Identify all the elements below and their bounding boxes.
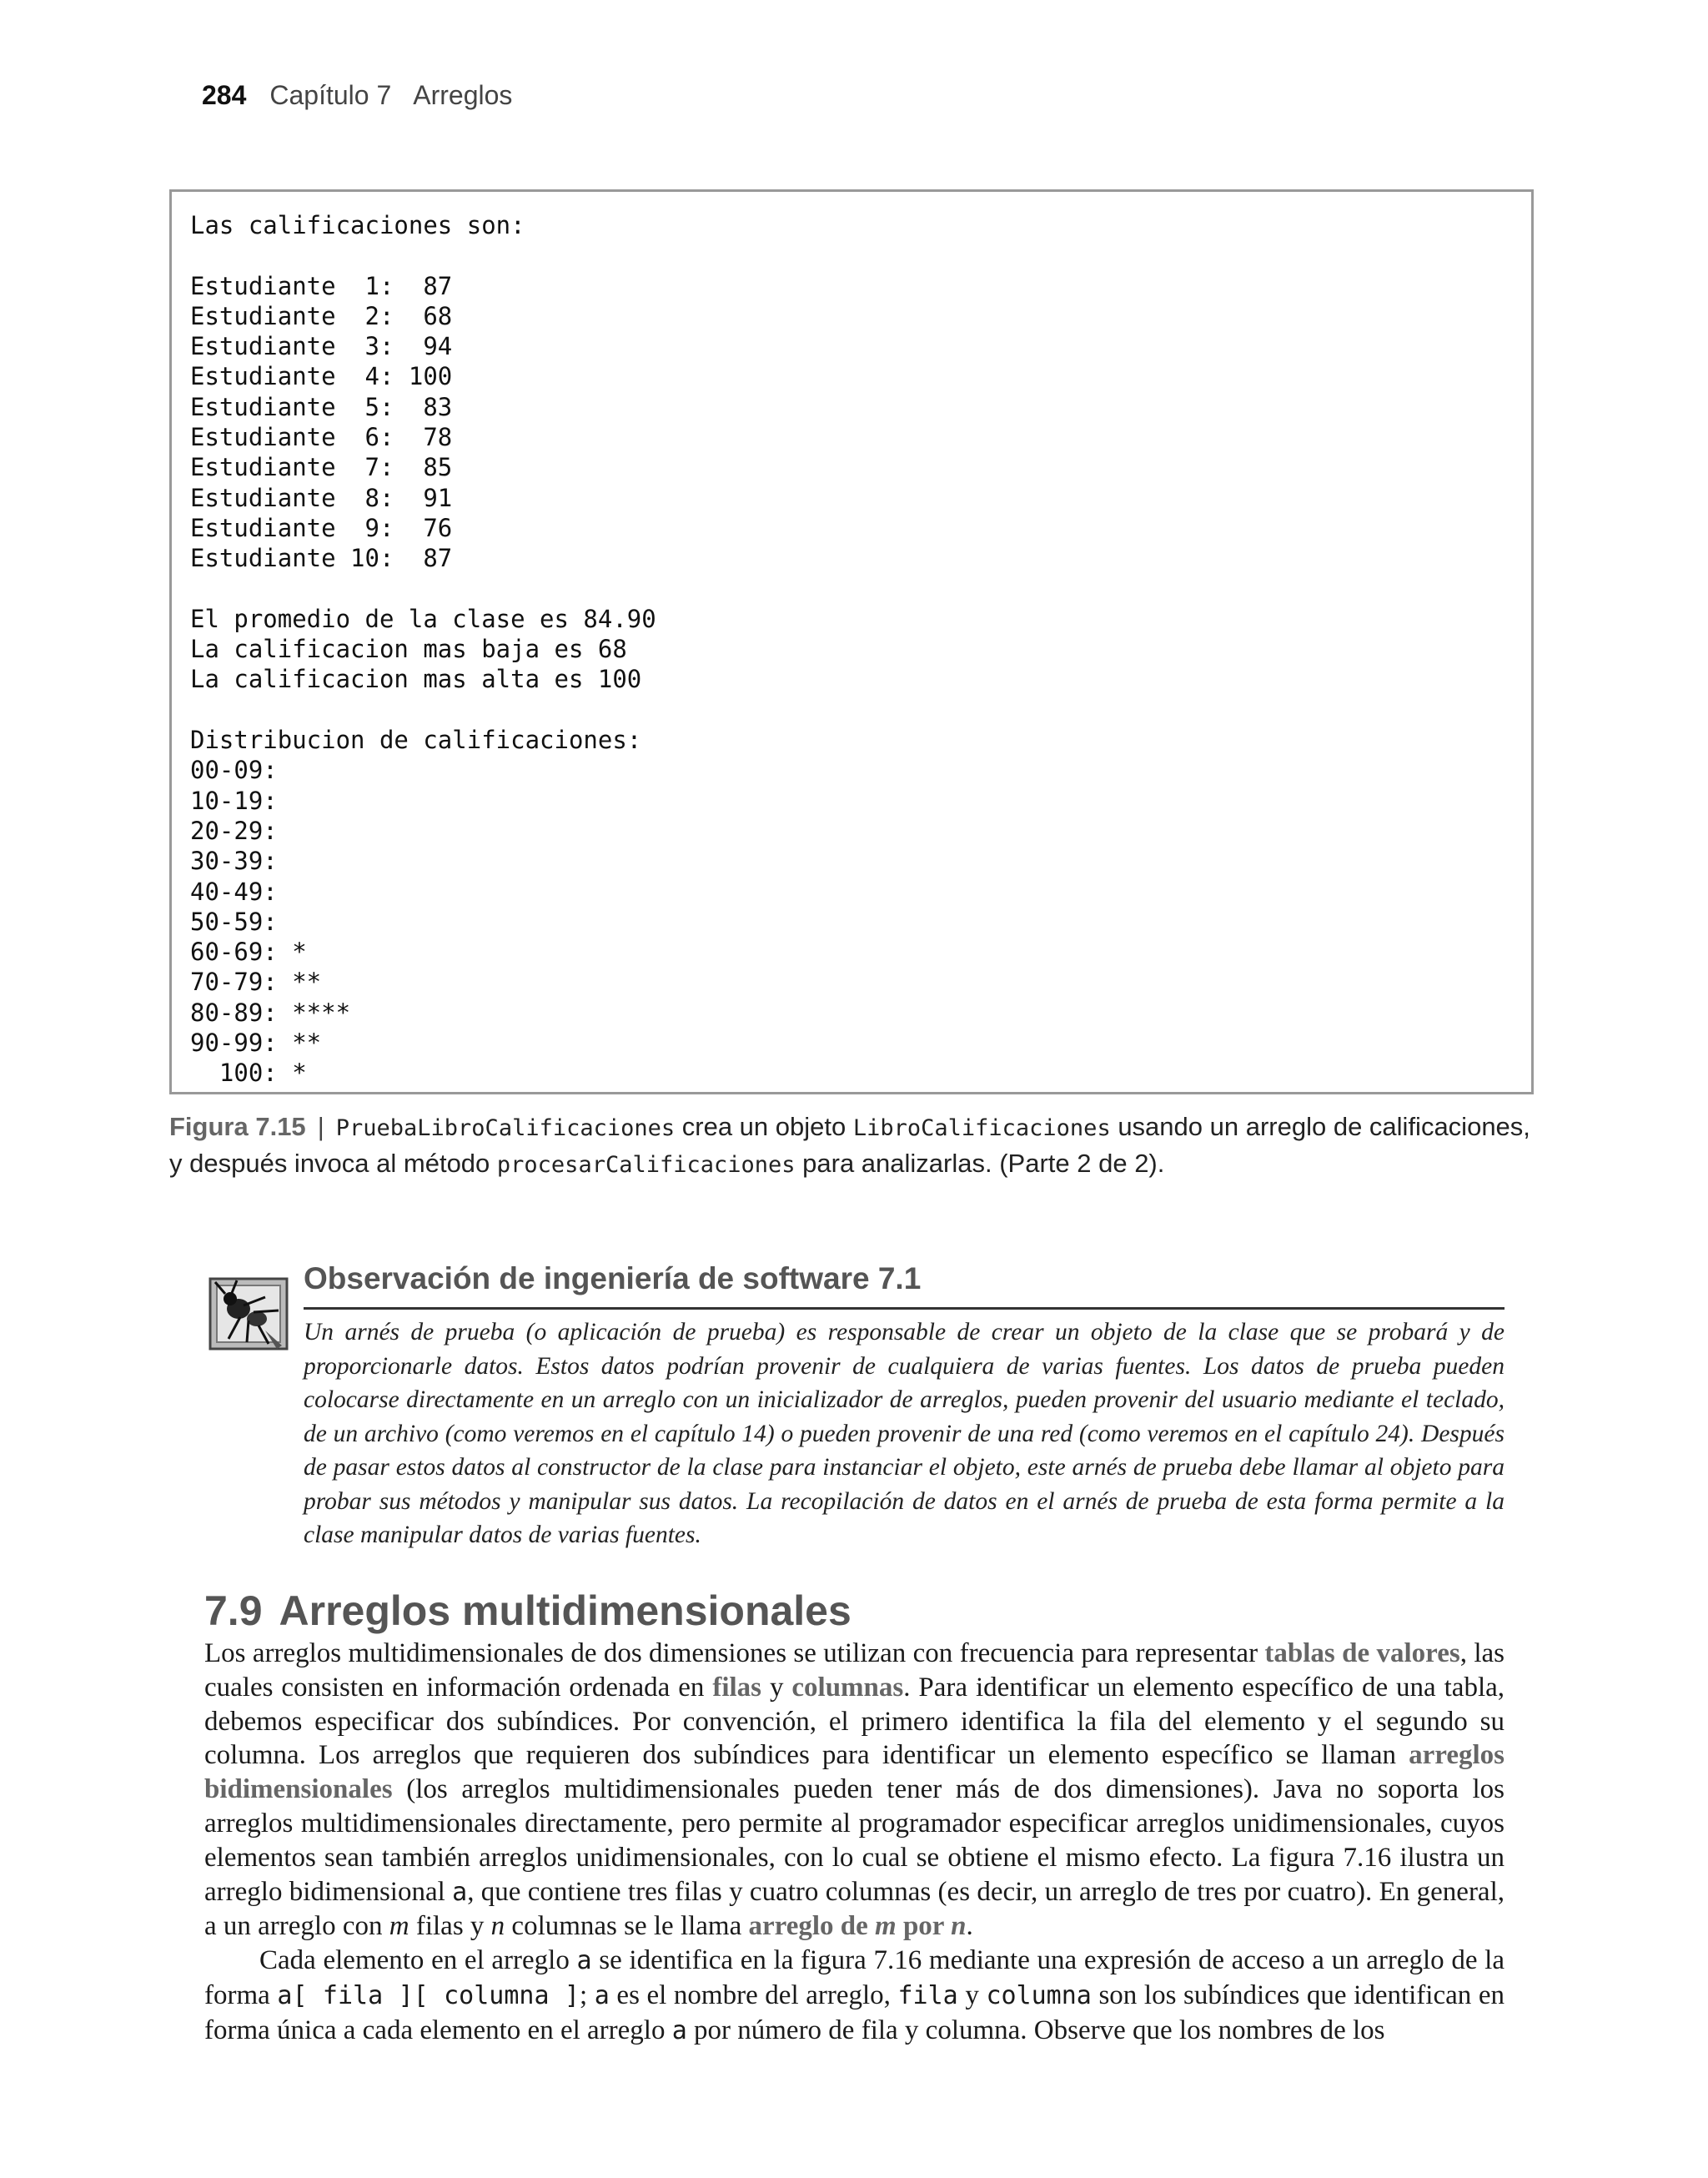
key-term: columnas <box>791 1672 904 1703</box>
math-var: n <box>490 1911 505 1942</box>
output-line: Estudiante 9: 76 <box>190 513 453 542</box>
output-line: El promedio de la clase es 84.90 <box>190 604 656 633</box>
page-header <box>202 80 512 111</box>
observation-title: Observación de ingeniería de software 7.1 <box>304 1261 922 1295</box>
text: . <box>966 1911 973 1942</box>
output-line: Estudiante 4: 100 <box>190 362 453 391</box>
caption-text: para analizarlas. (Parte 2 de 2). <box>795 1149 1165 1178</box>
section-title: Arreglos multidimensionales <box>279 1587 851 1634</box>
figure-label: Figura 7.15 <box>169 1112 306 1141</box>
output-line: Distribucion de calificaciones: <box>190 726 642 755</box>
output-line: Estudiante 3: 94 <box>190 332 453 361</box>
key-term <box>749 1911 967 1941</box>
output-line: Las calificaciones son: <box>190 211 525 239</box>
section-body <box>204 1637 1505 2049</box>
caption-class-name-2: LibroCalificaciones <box>852 1115 1111 1141</box>
math-var: n <box>951 1911 967 1942</box>
key-term: filas <box>712 1672 762 1703</box>
caption-class-name: PruebaLibroCalificaciones <box>335 1115 676 1141</box>
chapter-label: Capítulo 7 <box>269 80 392 110</box>
key-term: arreglos bidimensionales <box>204 1740 1505 1805</box>
chapter-title: Arreglos <box>413 80 513 110</box>
output-line: 90-99: ** <box>190 1029 322 1058</box>
output-line: 10-19: <box>190 786 278 815</box>
text: columnas se le llama <box>505 1911 749 1942</box>
paragraph <box>204 1637 1505 1944</box>
text: Cada elemento en el arreglo <box>259 1945 577 1976</box>
program-output-box <box>169 189 1534 1094</box>
text: filas y <box>409 1911 491 1942</box>
inline-code: fila <box>897 1980 958 2010</box>
observation-body: Un arnés de prueba (o aplicación de prueba) es responsable de crear un objeto de la clase que se probará y de proporcionarle datos. Estos datos podrían provenir de cualquiera de varias fuentes. Los datos de prueba pueden colocarse directamente en un arreglo con un inicializador de arreglos, pueden provenir del usuario mediante el teclado, de un archivo (como veremos en el capítulo 14) o pueden provenir de una red (como veremos en el capítulo 24). Después de pasar estos datos al constructor de la clase para instanciar el objeto, este arnés de prueba debe llamar al objeto para probar sus métodos y manipular sus datos. La recopilación de datos en el arnés de prueba de esta forma permite a la clase manipular datos de varias fuentes. <box>304 1319 1505 1548</box>
key-term: tablas de valores <box>1264 1638 1460 1668</box>
output-line: Estudiante 6: 78 <box>190 423 453 452</box>
output-line: 60-69: * <box>190 938 307 967</box>
ant-icon <box>207 1272 290 1356</box>
output-line: 40-49: <box>190 877 278 906</box>
output-line: Estudiante 10: 87 <box>190 544 453 573</box>
inline-code: a <box>452 1877 468 1907</box>
output-line: Estudiante 1: 87 <box>190 271 453 300</box>
text: . Para identificar un elemento específico de una tabla, debemos especificar dos subíndices. Por convención, el primero identifica la fila del elemento y el segundo su columna. Los arreglos que requieren dos subíndices para identificar un elemento específico se llaman <box>204 1672 1505 1771</box>
observation-divider <box>304 1307 1505 1310</box>
caption-text: crea un objeto <box>675 1112 853 1141</box>
output-line: La calificacion mas alta es 100 <box>190 665 642 694</box>
text: , las cuales consisten en información ordenada en <box>204 1638 1505 1703</box>
output-line: Estudiante 8: 91 <box>190 483 453 512</box>
caption-method-name: procesarCalificaciones <box>496 1152 796 1178</box>
caption-separator: | <box>317 1112 324 1141</box>
output-line: Estudiante 2: 68 <box>190 301 453 330</box>
text: es el nombre del arreglo, <box>609 1979 898 2010</box>
page-number: 284 <box>202 80 247 110</box>
key-term-part: arreglo de <box>748 1911 868 1942</box>
text: son los subíndices que identifican en forma única a cada elemento en el arreglo <box>204 1979 1505 2045</box>
figure-caption <box>169 1109 1537 1183</box>
section-heading <box>204 1587 851 1635</box>
text: y <box>761 1672 792 1703</box>
output-line: Estudiante 7: 85 <box>190 453 453 482</box>
output-line: 30-39: <box>190 847 278 876</box>
paragraph <box>204 1944 1505 2048</box>
text: por número de fila y columna. Observe que los nombres de los <box>686 2015 1385 2045</box>
text: se identifica en la figura 7.16 mediante una expresión de acceso a un arreglo de la forma <box>204 1945 1505 2010</box>
inline-code: a <box>594 1980 610 2010</box>
inline-code: a[ fila ][ columna ] <box>277 1980 580 2010</box>
text: Los arreglos multidimensionales de dos dimensiones se utilizan con frecuencia para representar <box>204 1638 1265 1668</box>
section-number: 7.9 <box>204 1587 263 1634</box>
math-var: m <box>875 1911 897 1942</box>
inline-code: a <box>671 2015 687 2045</box>
output-line: 70-79: ** <box>190 968 322 997</box>
inline-code: columna <box>986 1980 1092 2010</box>
text: (los arreglos multidimensionales pueden tener más de dos dimensiones). Java no soporta los arreglos multidimensionales directamente, pero permite al programador especificar arreglos unidimensionales, cuyos elementos sean también arreglos unidimensionales, con lo cual se obtiene el mismo efecto. La figura 7.16 ilustra un arreglo bidimensional <box>204 1774 1505 1907</box>
inline-code: a <box>576 1946 592 1976</box>
math-var: m <box>389 1911 409 1942</box>
output-line: 80-89: **** <box>190 998 351 1027</box>
output-line: 00-09: <box>190 756 278 785</box>
caption-text: usando un arreglo de calificaciones, y después invoca al método <box>169 1112 1530 1178</box>
output-line: 100: * <box>190 1059 307 1088</box>
text: y <box>957 1979 987 2010</box>
output-line: Estudiante 5: 83 <box>190 392 453 421</box>
program-output <box>190 210 656 1089</box>
output-line: La calificacion mas baja es 68 <box>190 635 627 664</box>
output-line: 20-29: <box>190 816 278 845</box>
output-line: 50-59: <box>190 907 278 936</box>
key-term-part: por <box>902 1911 944 1942</box>
text: ; <box>580 1979 595 2010</box>
text: , que contiene tres filas y cuatro columnas (es decir, un arreglo de tres por cuatro). En general, a un arreglo con <box>204 1876 1505 1942</box>
